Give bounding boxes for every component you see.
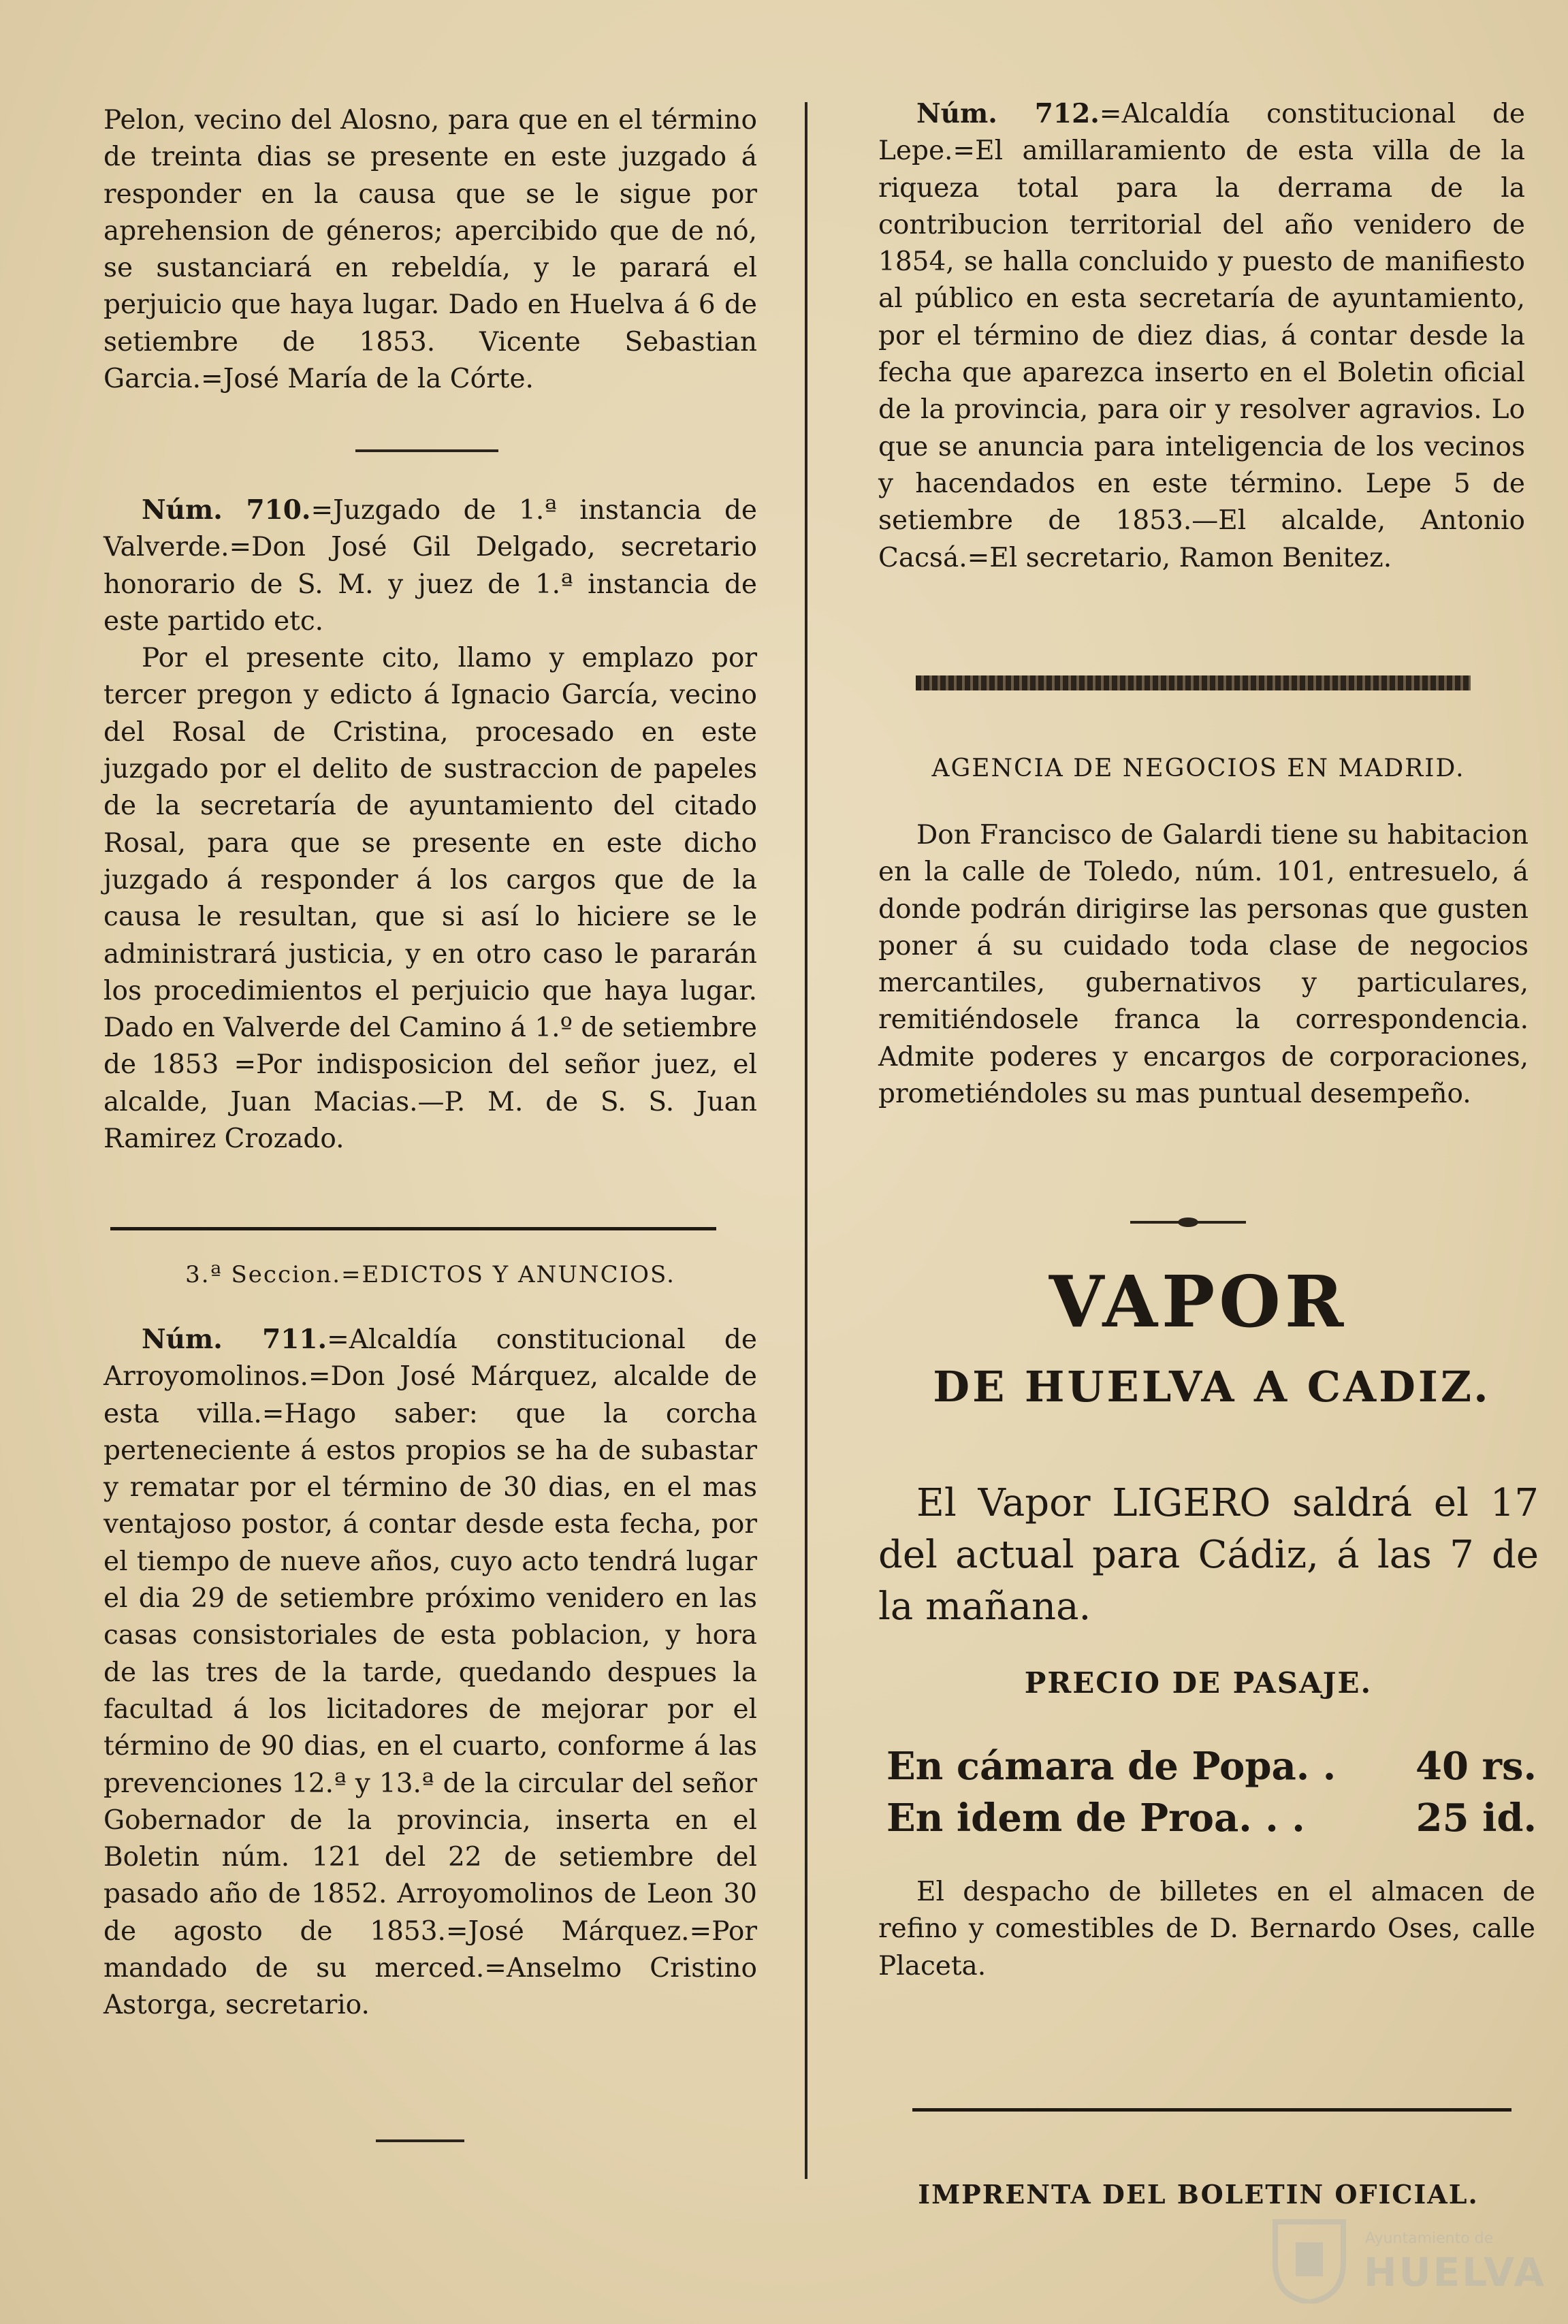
separator xyxy=(376,2139,464,2142)
price-row xyxy=(886,1740,1537,1792)
vapor-title: VAPOR xyxy=(1049,1260,1348,1343)
section-heading: 3.ª Seccion.=EDICTOS Y ANUNCIOS. xyxy=(185,1261,675,1288)
notice-711-number: Núm. 711. xyxy=(142,1324,327,1355)
notice-711 xyxy=(103,1321,757,2024)
section-rule xyxy=(110,1227,716,1230)
price-heading: PRECIO DE PASAJE. xyxy=(1024,1666,1373,1700)
vapor-announcement: El Vapor LIGERO saldrá el 17 del actual para Cádiz, á las 7 de la mañana. xyxy=(878,1481,1539,1629)
price-row xyxy=(886,1792,1537,1844)
notice-712-body: =Alcaldía constitucional de Lepe.=El amillaramiento de esta villa de la riqueza total para la derrama de la contribucion territorial del año venidero de 1854, se halla concluido y puesto de manifiesto al público en esta secretaría de ayuntamiento, por el término de diez dias, á contar desde la fecha que aparezca inserto en el Boletin oficial de la provincia, para oir y resolver agravios. Lo que se anuncia para inteligencia de los vecinos y hacendados en este término. Lepe 5 de setiembre de 1853.—El alcalde, Antonio Cacsá.=El secretario, Ramon Benitez. xyxy=(878,99,1525,573)
notice-710-number: Núm. 710. xyxy=(142,494,311,526)
notice-712-number: Núm. 712. xyxy=(916,98,1100,129)
notice-710-body: Por el presente cito, llamo y emplazo por tercer pregon y edicto á Ignacio García, vecino del Rosal de Cristina, procesado en este juzgado por el delito de sustraccion de papeles de la secretaría de ayuntamiento del citado Rosal, para que se presente en este dicho juzgado á responder á los cargos que de la causa le resultan, que si así lo hiciere se le administrará justicia, y en otro caso le pararán los procedimientos el perjuicio que haya lugar. Dado en Valverde del Camino á 1.º de setiembre de 1853 =Por indisposicion del señor juez, el alcalde, Juan Macias.—P. M. de S. S. Juan Ramirez Crozado. xyxy=(103,643,757,1155)
watermark-small-text: Ayuntamiento de xyxy=(1365,2230,1494,2247)
ornament-divider xyxy=(1130,1219,1246,1226)
watermark-large-text: HUELVA xyxy=(1364,2249,1547,2295)
notice-710-header: =Juzgado de 1.ª instancia de Valverde.=Don José Gil Delgado, secretario honorario de S. M. y juez de 1.ª instancia de este partido etc. xyxy=(103,495,757,637)
price-value: 25 id. xyxy=(1415,1796,1537,1841)
column-divider xyxy=(805,102,807,2179)
notice-711-body: =Alcaldía constitucional de Arroyomolinos.=Don José Márquez, alcalde de esta villa.=Hago saber: que la corcha perteneciente á estos propios se ha de subastar y rematar por el término de 30 dias, en el mas ventajoso postor, á contar desde esta fecha, por el tiempo de nueve años, cuyo acto tendrá lugar el dia 29 de setiembre próximo venidero en las casas consistoriales de esta poblacion, y hora de las tres de la tarde, quedando despues la facultad á los licitadores de mejorar por el término de 90 dias, en el cuarto, conforme á las prevenciones 12.ª y 13.ª de la circular del señor Gobernador de la provincia, inserta en el Boletin núm. 121 del 22 de setiembre del pasado año de 1852. Arroyomolinos de Leon 30 de agosto de 1853.=José Márquez.=Por mandado de su merced.=Anselmo Cristino Astorga, secretario. xyxy=(103,1324,757,2021)
notice-712 xyxy=(878,95,1525,577)
price-label: En idem de Proa. . . xyxy=(886,1796,1305,1841)
notice-710 xyxy=(103,492,757,1158)
footer-rule xyxy=(912,2108,1511,2112)
price-list xyxy=(886,1740,1537,1844)
ornament-band xyxy=(916,675,1471,690)
vapor-subtitle: DE HUELVA A CADIZ. xyxy=(933,1362,1491,1412)
price-value: 40 rs. xyxy=(1415,1744,1537,1789)
city-seal-icon xyxy=(1268,2215,1350,2304)
separator xyxy=(355,449,498,452)
agencia-body: Don Francisco de Galardi tiene su habitacion en la calle de Toledo, núm. 101, entresuelo, á donde podrán dirigirse las personas que gusten poner á su cuidado toda clase de negocios mercantiles, gubernativos y particulares, remitiéndosele franca la correspondencia. Admite poderes y encargos de corporaciones, prometiéndoles su mas puntual desempeño. xyxy=(878,820,1529,1110)
despacho-text: El despacho de billetes en el almacen de refino y comestibles de D. Bernardo Oses, calle Placeta. xyxy=(878,1877,1535,1981)
continuation-notice: Pelon, vecino del Alosno, para que en el término de treinta dias se presente en este juzgado á responder en la causa que se le sigue por aprehension de géneros; apercibido que de nó, se sustanciará en rebeldía, y le parará el perjuicio que haya lugar. Dado en Huelva á 6 de setiembre de 1853. Vicente Sebastian Garcia.=José María de la Córte. xyxy=(103,105,757,395)
imprenta-footer: IMPRENTA DEL BOLETIN OFICIAL. xyxy=(918,2179,1479,2210)
watermark xyxy=(1268,2215,1547,2310)
price-label: En cámara de Popa. . xyxy=(886,1744,1337,1789)
agencia-heading: AGENCIA DE NEGOCIOS EN MADRID. xyxy=(931,754,1465,782)
